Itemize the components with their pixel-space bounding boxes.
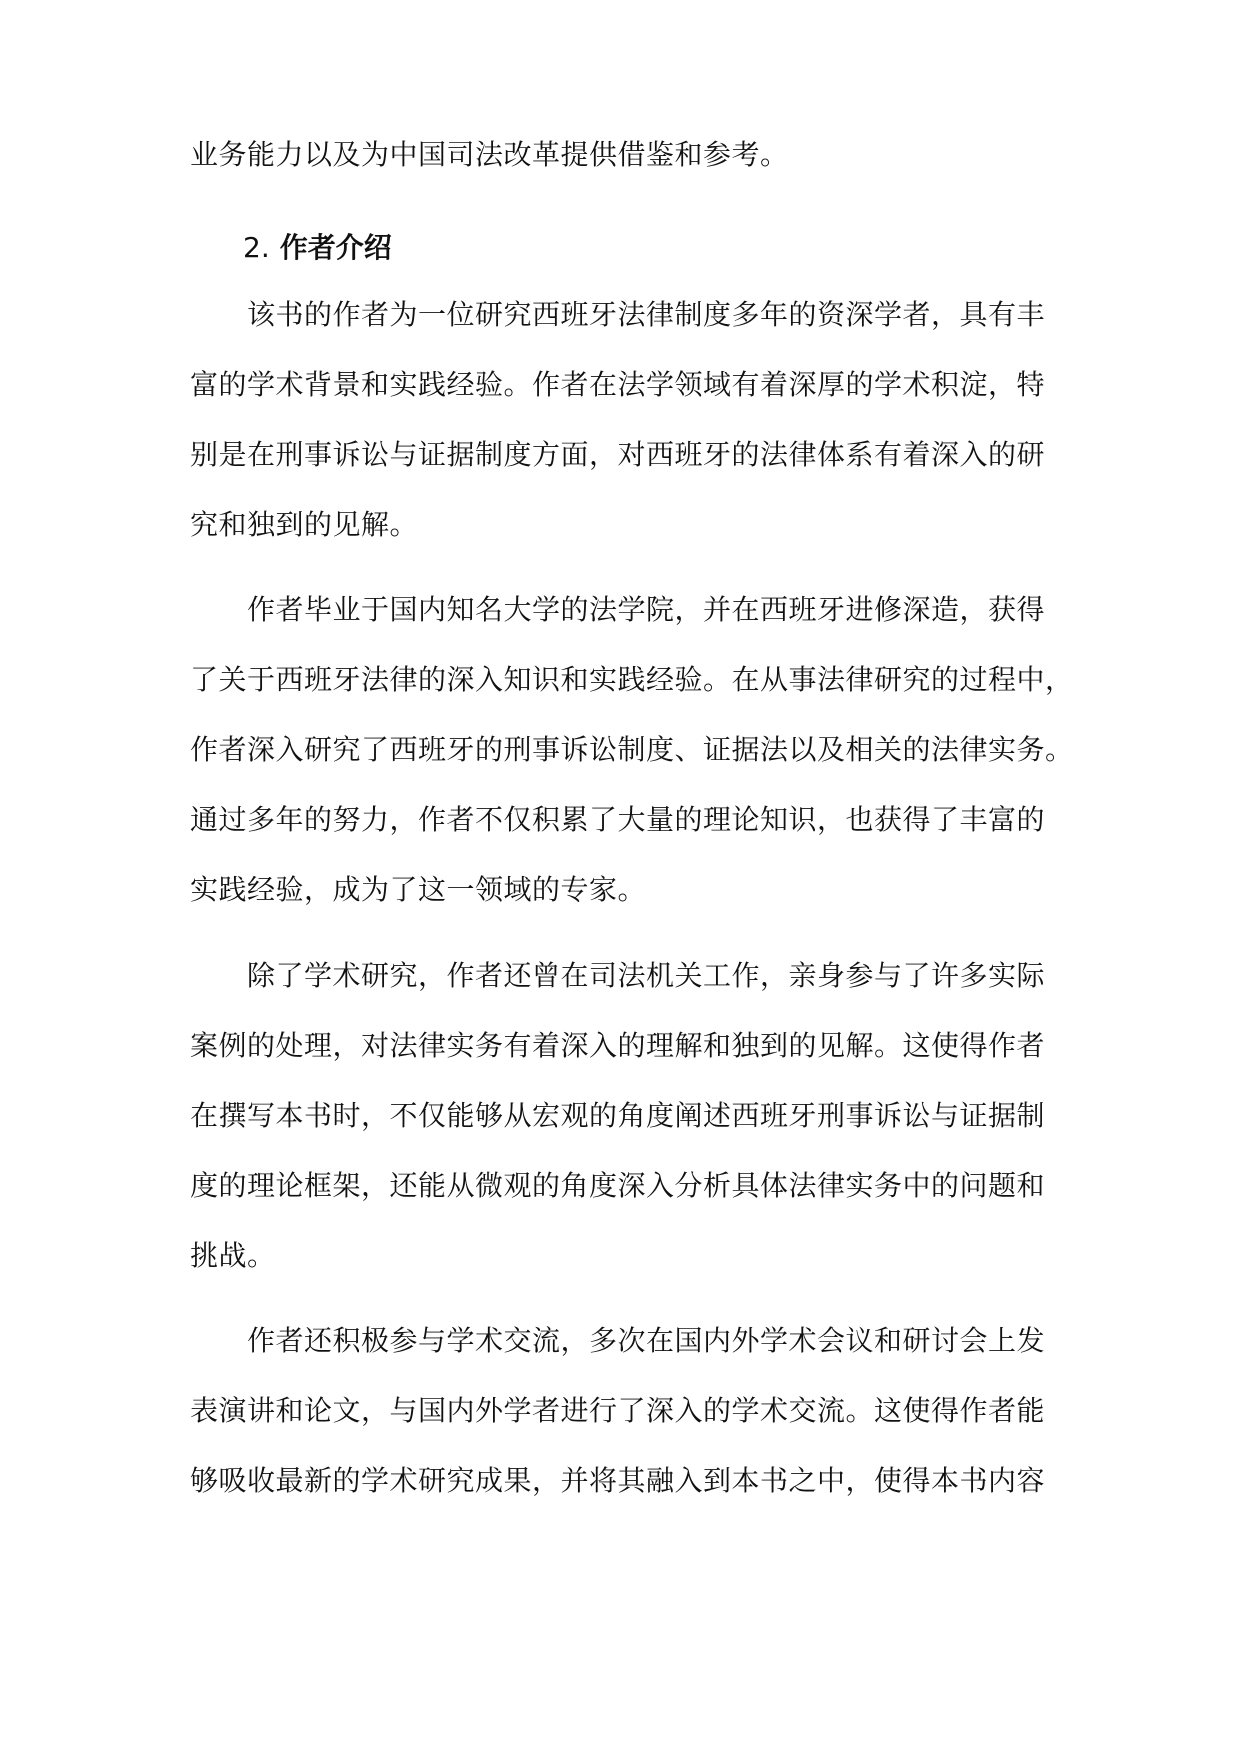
paragraph-line: 作者深入研究了西班牙的刑事诉讼制度、证据法以及相关的法律实务。 [190,733,1074,766]
paragraph-line: 富的学术背景和实践经验。作者在法学领域有着深厚的学术积淀，特 [190,368,1046,401]
section-heading [243,230,392,266]
section-number: 2. [243,231,270,264]
paragraph-line: 作者还积极参与学术交流，多次在国内外学术会议和研讨会上发 [247,1324,1046,1357]
paragraph-line: 够吸收最新的学术研究成果，并将其融入到本书之中，使得本书内容 [190,1464,1046,1497]
paragraph-line: 作者毕业于国内知名大学的法学院，并在西班牙进修深造，获得 [247,593,1046,626]
paragraph-line: 该书的作者为一位研究西班牙法律制度多年的资深学者，具有丰 [247,298,1046,331]
paragraph-line: 通过多年的努力，作者不仅积累了大量的理论知识，也获得了丰富的 [190,803,1046,836]
paragraph-line: 在撰写本书时，不仅能够从宏观的角度阐述西班牙刑事诉讼与证据制 [190,1099,1046,1132]
intro-tail-line: 业务能力以及为中国司法改革提供借鉴和参考。 [190,138,789,171]
paragraph-line: 了关于西班牙法律的深入知识和实践经验。在从事法律研究的过程中， [190,663,1074,696]
paragraph-line: 案例的处理，对法律实务有着深入的理解和独到的见解。这使得作者 [190,1029,1046,1062]
paragraph-line: 表演讲和论文，与国内外学者进行了深入的学术交流。这使得作者能 [190,1394,1046,1427]
section-title: 作者介绍 [279,231,392,264]
paragraph-line: 除了学术研究，作者还曾在司法机关工作，亲身参与了许多实际 [247,959,1046,992]
paragraph-line: 究和独到的见解。 [190,508,419,541]
paragraph-line: 度的理论框架，还能从微观的角度深入分析具体法律实务中的问题和 [190,1169,1046,1202]
paragraph-line: 别是在刑事诉讼与证据制度方面，对西班牙的法律体系有着深入的研 [190,438,1046,471]
paragraph-line: 挑战。 [190,1239,276,1272]
paragraph-line: 实践经验，成为了这一领域的专家。 [190,873,647,906]
